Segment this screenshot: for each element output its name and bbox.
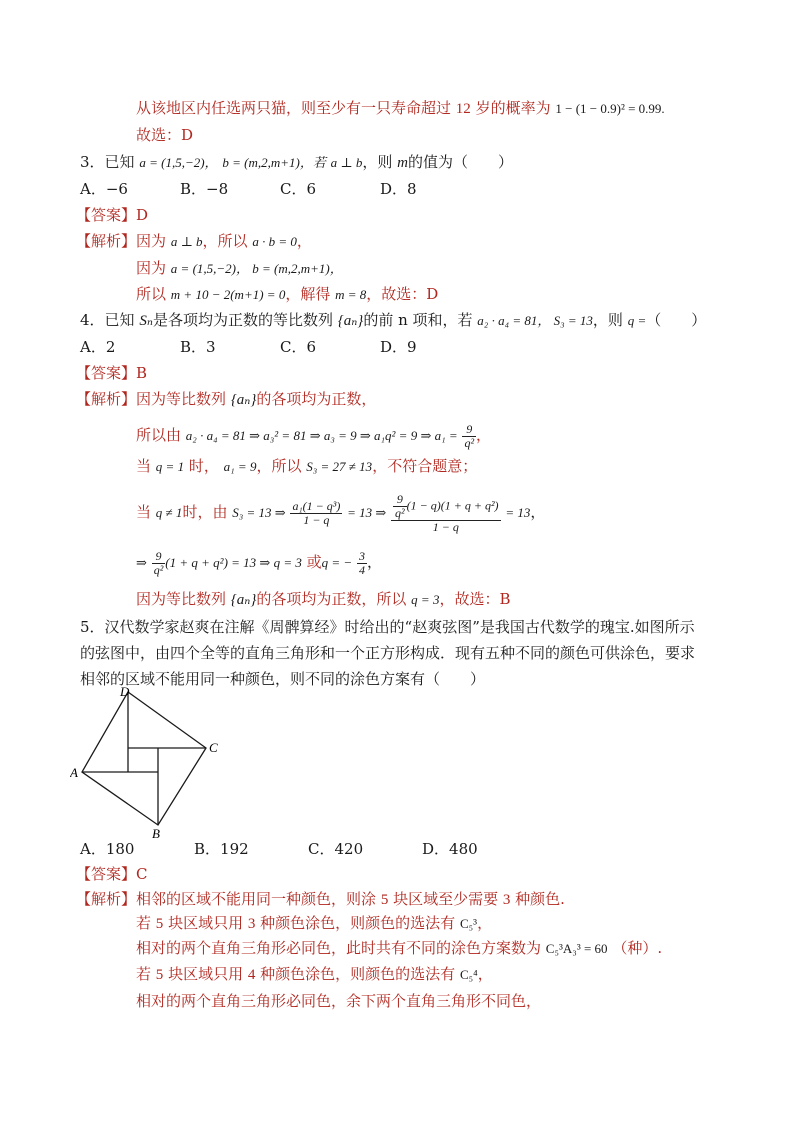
- math: q = 3: [411, 592, 440, 607]
- math: = 13 ⇒: [347, 505, 387, 520]
- prev-answer-line: 故选：D: [136, 126, 194, 144]
- text: 汉代数学家赵爽在注解《周髀算经》时给出的“赵爽弦图”是我国古代数学的瑰宝.如图所示: [104, 618, 695, 636]
- number: 5: [155, 967, 164, 983]
- number: 3: [247, 916, 256, 932]
- number: 12: [455, 101, 471, 117]
- numerator: 3: [358, 548, 365, 563]
- numerator: 9: [393, 493, 407, 507]
- math: a · b = 0: [252, 234, 297, 249]
- solution-3-line-1: [76, 231, 312, 252]
- solution-5-line-3: [136, 938, 662, 959]
- text: ，不符合题意；: [372, 457, 478, 475]
- outer-square: [82, 692, 206, 825]
- math: m + 10 − 2(m+1) = 0: [170, 287, 286, 302]
- text: （种）.: [612, 939, 663, 957]
- numerator: [391, 493, 500, 521]
- solution-label: 【解析】: [76, 232, 137, 250]
- math: q = −: [321, 555, 353, 570]
- prev-solution-line: [136, 98, 665, 119]
- solution-5-line-2: [136, 913, 492, 934]
- math: m = 8: [335, 287, 367, 302]
- math: a₂ · a₄ = 81， S₃ = 13: [477, 313, 593, 328]
- math: C₅⁴: [459, 967, 478, 982]
- text: ，则: [592, 311, 623, 329]
- text: 时，: [188, 457, 219, 475]
- text: 种颜色涂色，则颜色的选法有: [260, 914, 456, 932]
- math: q ≠ 1: [155, 505, 183, 520]
- text: 因为等比数列: [136, 590, 227, 608]
- text: ，所以: [256, 457, 302, 475]
- solution-4-line-1: [76, 389, 376, 410]
- label-b: B: [152, 826, 160, 841]
- solution-label: 【解析】: [76, 890, 137, 908]
- text: 当: [136, 503, 152, 521]
- text: 若: [136, 914, 152, 932]
- question-5-options: [80, 839, 478, 859]
- math: a ⊥ b: [170, 234, 203, 249]
- option-c: C．420: [308, 840, 364, 858]
- variable-m: m: [397, 155, 408, 171]
- text: 相邻的区域不能用同一种颜色，则涂: [136, 890, 377, 908]
- inner-fraction: [393, 493, 407, 520]
- vector-a: a = (1,5,−2)，: [139, 155, 218, 170]
- answer-label: 【答案】: [76, 364, 137, 382]
- option-d: D．480: [422, 840, 478, 858]
- option-b: B．−8: [180, 180, 229, 198]
- math: Sₙ: [139, 313, 153, 329]
- text: 所以由: [136, 426, 182, 444]
- fraction: [290, 500, 342, 527]
- text: 当: [136, 457, 152, 475]
- option-c: C．6: [280, 338, 317, 356]
- question-number: 3．: [80, 153, 105, 171]
- option-d: D．8: [380, 180, 417, 198]
- numerator: 9: [462, 423, 476, 437]
- math: = 13: [505, 505, 531, 520]
- math: {aₙ}: [337, 313, 364, 329]
- math: (1 + q + q²) = 13 ⇒ q = 3: [165, 555, 302, 570]
- text: 已知: [104, 311, 135, 329]
- fraction: [152, 550, 166, 577]
- option-b: B．3: [180, 338, 216, 356]
- zhao-shuang-hypotenuse-diagram: [70, 684, 240, 844]
- text: 因为: [136, 259, 167, 277]
- math: {aₙ}: [230, 392, 257, 408]
- text: 时，由: [182, 503, 228, 521]
- answer-value: C: [136, 865, 148, 883]
- vector-b: b = (m,2,m+1)，若: [222, 155, 326, 170]
- probability-formula: 1 − (1 − 0.9)² = 0.99.: [555, 101, 665, 116]
- text: ，故选：D: [366, 285, 439, 303]
- numerator: 9: [152, 550, 166, 564]
- numerator-text: (1 − q)(1 + q + q²): [406, 497, 499, 512]
- denominator: 4: [358, 562, 365, 577]
- solution-4-line-4: [136, 484, 545, 541]
- solution-4-line-3: [136, 456, 477, 477]
- text: ，故选：B: [439, 590, 511, 608]
- label-c: C: [209, 740, 218, 755]
- question-number: 4．: [80, 311, 105, 329]
- number: 4: [247, 967, 256, 983]
- text: 是各项均为正数的等比数列: [152, 311, 333, 329]
- solution-label: 【解析】: [76, 390, 137, 408]
- text: 或: [306, 553, 322, 571]
- answer-4: [76, 363, 147, 383]
- question-4-options: [80, 337, 417, 357]
- solution-4-line-2: [136, 419, 491, 452]
- math: a₂ · a₄ = 81 ⇒ a₃² = 81 ⇒ a₃ = 9 ⇒ a₁q² = 9 ⇒ a₁ =: [185, 428, 458, 443]
- math: q =: [627, 313, 647, 328]
- text: ，解得: [285, 285, 331, 303]
- math: S₃ = 13 ⇒: [232, 505, 286, 520]
- text: ，所以: [202, 232, 248, 250]
- text: ，: [477, 965, 493, 983]
- solution-5-line-1: [76, 889, 565, 910]
- text: 块区域只用: [168, 965, 244, 983]
- math: S₃ = 27 ≠ 13: [306, 459, 373, 474]
- text: （ ）: [646, 311, 707, 329]
- text: 岁的概率为: [475, 99, 551, 117]
- option-a: A．180: [80, 840, 135, 858]
- label-d: D: [120, 684, 130, 699]
- option-c: C．6: [280, 180, 317, 198]
- solution-3-line-3: [136, 284, 438, 305]
- math: {aₙ}: [230, 592, 257, 608]
- text: 从该地区内任选两只猫，则至少有一只寿命超过: [136, 99, 452, 117]
- text: 的值为（ ）: [407, 153, 513, 171]
- denominator: 1 − q: [432, 519, 459, 534]
- text: ，: [296, 232, 312, 250]
- answer-value: B: [136, 364, 148, 382]
- text: 若: [136, 965, 152, 983]
- compound-fraction: [391, 493, 500, 534]
- question-number: 5．: [80, 618, 105, 636]
- solution-5-line-5: 相对的两个直角三角形必同色，余下两个直角三角形不同色，: [136, 992, 542, 1010]
- math: C₅³A₃³ = 60: [545, 941, 608, 956]
- text: 的各项均为正数，: [256, 390, 377, 408]
- answer-3: [76, 205, 148, 225]
- numerator: a₁(1 − q³): [292, 498, 341, 513]
- text: 的前 n 项和，若: [363, 311, 473, 329]
- math: q = 1: [155, 459, 185, 474]
- math: ⇒: [136, 555, 147, 570]
- text: 已知: [104, 153, 135, 171]
- text: 种颜色.: [515, 890, 565, 908]
- denominator: q²: [464, 435, 475, 450]
- text: 的各项均为正数，所以: [256, 590, 407, 608]
- question-3-options: [80, 179, 417, 199]
- text: 因为等比数列: [136, 390, 227, 408]
- perpendicular-condition: a ⊥ b: [330, 155, 363, 170]
- text: ，: [366, 553, 382, 571]
- fraction: [462, 423, 476, 450]
- text: 种颜色涂色，则颜色的选法有: [260, 965, 456, 983]
- option-a: A．−6: [80, 180, 128, 198]
- text: 相对的两个直角三角形必同色，此时共有不同的涂色方案数为: [136, 939, 542, 957]
- solution-4-line-5: [136, 546, 382, 579]
- text: ，: [530, 503, 546, 521]
- question-5-line-1: [80, 617, 695, 637]
- math: a₁ = 9: [223, 459, 257, 474]
- answer-5: [76, 864, 148, 884]
- question-4: [80, 310, 706, 331]
- text: 因为: [136, 232, 167, 250]
- solution-4-line-6: [136, 589, 510, 610]
- label-a: A: [70, 765, 78, 780]
- number: 5: [380, 892, 389, 908]
- option-b: B．192: [194, 840, 249, 858]
- text: 所以: [136, 285, 167, 303]
- question-3: [80, 152, 513, 173]
- denominator: 1 − q: [303, 512, 330, 527]
- math: a = (1,5,−2)， b = (m,2,m+1)，: [170, 261, 343, 276]
- text: ，: [477, 914, 493, 932]
- text: 块区域至少需要: [393, 890, 499, 908]
- answer-label: 【答案】: [76, 865, 137, 883]
- text: ，则: [362, 153, 393, 171]
- option-d: D．9: [380, 338, 417, 356]
- solution-5-line-4: [136, 964, 493, 985]
- fraction: [357, 550, 367, 577]
- answer-value: D: [136, 206, 149, 224]
- number: 5: [155, 916, 164, 932]
- solution-3-line-2: [136, 258, 343, 279]
- denominator: q²: [153, 562, 164, 577]
- question-5-line-3: 相邻的区域不能用同一种颜色，则不同的涂色方案有（ ）: [80, 670, 486, 688]
- math: C₅³: [459, 916, 478, 931]
- number: 3: [502, 892, 511, 908]
- question-5-line-2: 的弦图中，由四个全等的直角三角形和一个正方形构成．现有五种不同的颜色可供涂色，要求: [80, 644, 696, 662]
- answer-label: 【答案】: [76, 206, 137, 224]
- option-a: A．2: [80, 338, 116, 356]
- text: ，: [476, 426, 492, 444]
- denominator: q²: [395, 505, 405, 520]
- text: 块区域只用: [168, 914, 244, 932]
